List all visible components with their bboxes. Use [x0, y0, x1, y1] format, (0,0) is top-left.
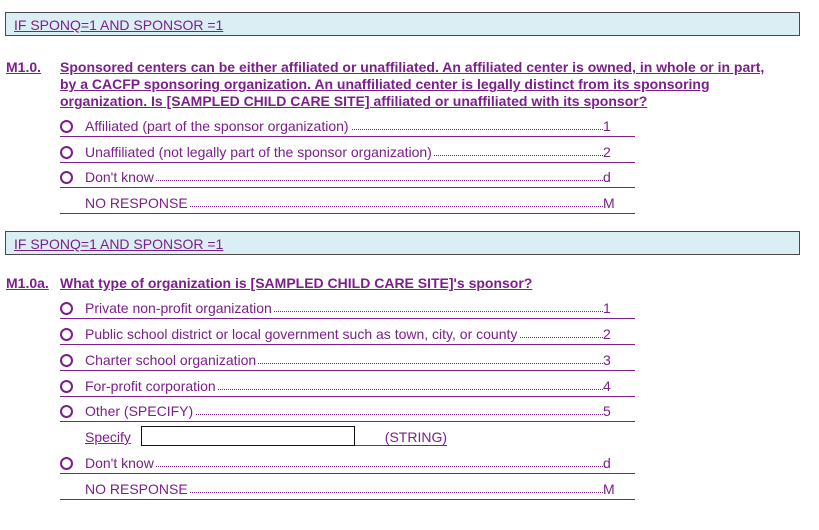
answer-option-dont-know[interactable] [60, 168, 635, 188]
answer-option-other[interactable] [60, 402, 635, 422]
question-number: M1.0a. [6, 275, 49, 291]
condition-box [5, 231, 800, 255]
condition-text: IF SPONQ=1 AND SPONSOR =1 [14, 17, 224, 33]
answer-option-unaffiliated[interactable] [60, 143, 635, 163]
answer-option-for-profit[interactable] [60, 377, 635, 397]
option-code: 2 [603, 144, 635, 160]
question-header [6, 59, 806, 111]
specify-row [60, 426, 480, 448]
specify-input[interactable] [141, 426, 355, 446]
radio-button[interactable] [60, 120, 73, 133]
radio-button[interactable] [60, 171, 73, 184]
question-number: M1.0. [6, 59, 42, 75]
condition-text: IF SPONQ=1 AND SPONSOR =1 [14, 236, 224, 252]
option-label: Private non-profit organization [85, 300, 272, 316]
option-code: M [603, 481, 635, 497]
option-label: Don't know [85, 169, 154, 185]
question-text-line: Sponsored centers can be either affiliated or unaffiliated. An affiliated center is owned, in whole or in part, [60, 59, 765, 75]
answer-option-public-school[interactable] [60, 325, 635, 345]
answer-option-no-response [60, 194, 635, 214]
specify-label: Specify [85, 429, 131, 445]
radio-button[interactable] [60, 146, 73, 159]
specify-hint: (STRING) [355, 429, 447, 446]
answer-option-no-response [60, 480, 635, 500]
option-label: Unaffiliated (not legally part of the sponsor organization) [85, 144, 432, 160]
option-code: 4 [603, 378, 635, 394]
option-code: 1 [603, 300, 635, 316]
option-code: 1 [603, 118, 635, 134]
condition-box [5, 12, 800, 36]
answer-option-dont-know[interactable] [60, 454, 635, 474]
option-label: NO RESPONSE [85, 195, 188, 211]
radio-button[interactable] [60, 302, 73, 315]
option-code: 5 [603, 403, 635, 419]
option-code: 3 [603, 352, 635, 368]
question-text-line: organization. Is [SAMPLED CHILD CARE SITE] affiliated or unaffiliated with its sponsor? [60, 93, 648, 109]
option-label: NO RESPONSE [85, 481, 188, 497]
option-code: 2 [603, 326, 635, 342]
radio-button[interactable] [60, 457, 73, 470]
dot-leader [85, 466, 603, 467]
option-label: Affiliated (part of the sponsor organization) [85, 118, 349, 134]
question-text-line: What type of organization is [SAMPLED CHILD CARE SITE]'s sponsor? [60, 275, 533, 291]
question-header [6, 275, 806, 293]
option-label: Other (SPECIFY) [85, 403, 194, 419]
radio-button[interactable] [60, 354, 73, 367]
option-code: M [603, 195, 635, 211]
option-label: Don't know [85, 455, 154, 471]
option-label: Public school district or local government such as town, city, or county [85, 326, 518, 342]
question-text-line: by a CACFP sponsoring organization. An unaffiliated center is legally distinct from its sponsoring [60, 76, 710, 92]
option-code: d [603, 169, 635, 185]
answer-option-affiliated[interactable] [60, 117, 635, 137]
answer-option-charter-school[interactable] [60, 351, 635, 371]
radio-button[interactable] [60, 328, 73, 341]
option-label: Charter school organization [85, 352, 257, 368]
option-code: d [603, 455, 635, 471]
radio-button[interactable] [60, 405, 73, 418]
answer-option-private-nonprofit[interactable] [60, 299, 635, 319]
radio-button[interactable] [60, 380, 73, 393]
dot-leader [85, 180, 603, 181]
option-label: For-profit corporation [85, 378, 216, 394]
